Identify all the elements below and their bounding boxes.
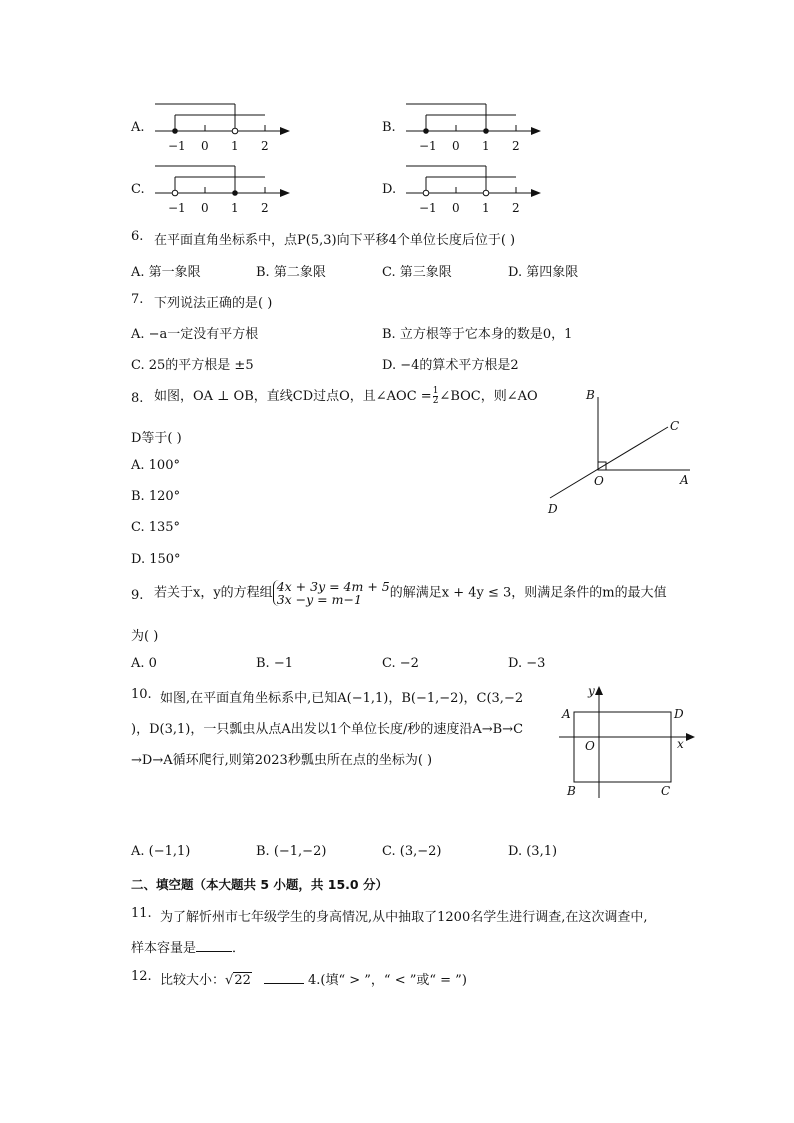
tick-label: −1 bbox=[168, 201, 186, 215]
numberline-b bbox=[401, 98, 551, 158]
q8-label-a: A bbox=[680, 473, 689, 487]
q8-frac-den: 2 bbox=[432, 396, 439, 406]
q10-number: 10. bbox=[131, 687, 152, 702]
q12-stem-post: 4.(填“ > ”，“ < ”或“ = ”) bbox=[308, 973, 467, 988]
q9-eq2: 3x −y = m−1 bbox=[276, 592, 362, 607]
tick-label: 0 bbox=[452, 201, 460, 215]
q7-option-a: A. −a一定没有平方根 bbox=[131, 327, 259, 342]
tick-label: −1 bbox=[419, 201, 437, 215]
q8-fraction bbox=[433, 387, 439, 406]
sqrt-icon: √ bbox=[225, 973, 234, 988]
q7-number: 7. bbox=[131, 292, 144, 307]
tick-label: 2 bbox=[261, 201, 269, 215]
numberline-c bbox=[150, 160, 300, 220]
option-c-label: C. bbox=[131, 182, 145, 197]
q8-stem-line2: D等于( ) bbox=[131, 431, 182, 446]
q10-stem-line2: )，D(3,1)，一只瓢虫从点A出发以1个单位长度/秒的速度沿A→B→C bbox=[131, 722, 524, 737]
q9-stem-post: 的解满足x + 4y ≤ 3，则满足条件的m的最大值 bbox=[389, 585, 667, 601]
q8-option-d: D. 150° bbox=[131, 552, 181, 567]
q12-stem-pre: 比较大小： bbox=[160, 973, 226, 988]
tick-label: 2 bbox=[261, 139, 269, 153]
tick-label: 1 bbox=[482, 139, 490, 153]
q7-option-b: B. 立方根等于它本身的数是0，1 bbox=[382, 327, 573, 342]
q6-number: 6. bbox=[131, 229, 144, 244]
q9-stem-pre: 若关于x，y的方程组 bbox=[154, 585, 273, 601]
q8-stem-part2: ∠BOC，则∠AO bbox=[439, 389, 538, 404]
q7-option-d: D. −4的算术平方根是2 bbox=[382, 358, 519, 373]
q8-stem bbox=[154, 385, 538, 406]
numberline-d bbox=[401, 160, 551, 220]
q10-figure bbox=[555, 683, 700, 803]
option-b-label: B. bbox=[382, 120, 396, 135]
q8-option-c: C. 135° bbox=[131, 520, 181, 535]
tick-label: 0 bbox=[452, 139, 460, 153]
q8-label-b: B bbox=[586, 388, 595, 402]
q9-option-a: A. 0 bbox=[131, 656, 157, 671]
tick-label: 0 bbox=[201, 201, 209, 215]
q9-option-c: C. −2 bbox=[382, 656, 419, 671]
q10-option-c: C. (3,−2) bbox=[382, 844, 442, 859]
q9-eq1: 4x + 3y = 4m + 5 bbox=[276, 579, 390, 594]
tick-label: 2 bbox=[512, 139, 520, 153]
q10-label-c: C bbox=[661, 784, 671, 798]
q8-stem-part1: 如图，OA ⊥ OB，直线CD过点O，且∠AOC = bbox=[154, 389, 432, 404]
q8-number: 8. bbox=[131, 391, 144, 406]
q11-stem-post: ． bbox=[232, 941, 246, 956]
q10-option-a: A. (−1,1) bbox=[131, 844, 191, 859]
q9-option-d: D. −3 bbox=[508, 656, 546, 671]
q6-option-b: B. 第二象限 bbox=[256, 265, 326, 280]
q11-number: 11. bbox=[131, 906, 152, 921]
q11-stem-pre: 样本容量是 bbox=[131, 941, 197, 956]
section-heading-fill-in: 二、填空题（本大题共 5 小题，共 15.0 分） bbox=[131, 877, 388, 892]
q9-equation-system bbox=[273, 580, 390, 606]
q11-answer-blank[interactable] bbox=[196, 939, 232, 952]
tick-label: 2 bbox=[512, 201, 520, 215]
q8-figure bbox=[540, 385, 700, 520]
q6-option-a: A. 第一象限 bbox=[131, 265, 201, 280]
q8-option-a: A. 100° bbox=[131, 458, 180, 473]
q7-option-c: C. 25的平方根是 ±5 bbox=[131, 358, 254, 373]
q8-label-d: D bbox=[548, 502, 558, 516]
q12-radicand: 22 bbox=[234, 973, 251, 988]
q6-option-c: C. 第三象限 bbox=[382, 265, 452, 280]
tick-label: −1 bbox=[419, 139, 437, 153]
tick-label: 1 bbox=[231, 201, 239, 215]
tick-label: 1 bbox=[482, 201, 490, 215]
q8-option-b: B. 120° bbox=[131, 489, 181, 504]
q12-answer-blank[interactable] bbox=[264, 971, 304, 984]
q11-stem-line1: 为了解忻州市七年级学生的身高情况,从中抽取了1200名学生进行调查,在这次调查中, bbox=[160, 910, 648, 925]
option-d-label: D. bbox=[382, 182, 397, 197]
q10-stem-line1: 如图,在平面直角坐标系中,已知A(−1,1)，B(−1,−2)，C(3,−2 bbox=[160, 691, 524, 706]
q12-stem bbox=[160, 969, 467, 988]
q6-option-d: D. 第四象限 bbox=[508, 265, 579, 280]
q8-label-o: O bbox=[594, 474, 604, 488]
q7-stem: 下列说法正确的是( ) bbox=[154, 296, 273, 311]
q6-stem: 在平面直角坐标系中，点P(5,3)向下平移4个单位长度后位于( ) bbox=[154, 233, 516, 248]
q10-label-b: B bbox=[567, 784, 576, 798]
q11-stem-line2 bbox=[131, 937, 245, 956]
tick-label: −1 bbox=[168, 139, 186, 153]
tick-label: 0 bbox=[201, 139, 209, 153]
q10-stem-line3: →D→A循环爬行,则第2023秒瓢虫所在点的坐标为( ) bbox=[131, 753, 433, 768]
q10-label-y: y bbox=[588, 684, 595, 698]
q8-frac-num: 1 bbox=[432, 386, 439, 396]
q10-label-o: O bbox=[585, 739, 595, 753]
q12-number: 12. bbox=[131, 969, 152, 984]
q9-number: 9. bbox=[131, 588, 144, 603]
q10-option-b: B. (−1,−2) bbox=[256, 844, 327, 859]
option-a-label: A. bbox=[131, 120, 145, 135]
q10-label-a: A bbox=[562, 707, 571, 721]
q10-label-x: x bbox=[677, 737, 684, 751]
q10-label-d: D bbox=[674, 707, 684, 721]
q9-stem-line2: 为( ) bbox=[131, 629, 159, 644]
q9-stem bbox=[154, 580, 667, 606]
numberline-a bbox=[150, 98, 300, 158]
q10-option-d: D. (3,1) bbox=[508, 844, 558, 859]
q8-label-c: C bbox=[670, 419, 680, 433]
q9-option-b: B. −1 bbox=[256, 656, 293, 671]
tick-label: 1 bbox=[231, 139, 239, 153]
